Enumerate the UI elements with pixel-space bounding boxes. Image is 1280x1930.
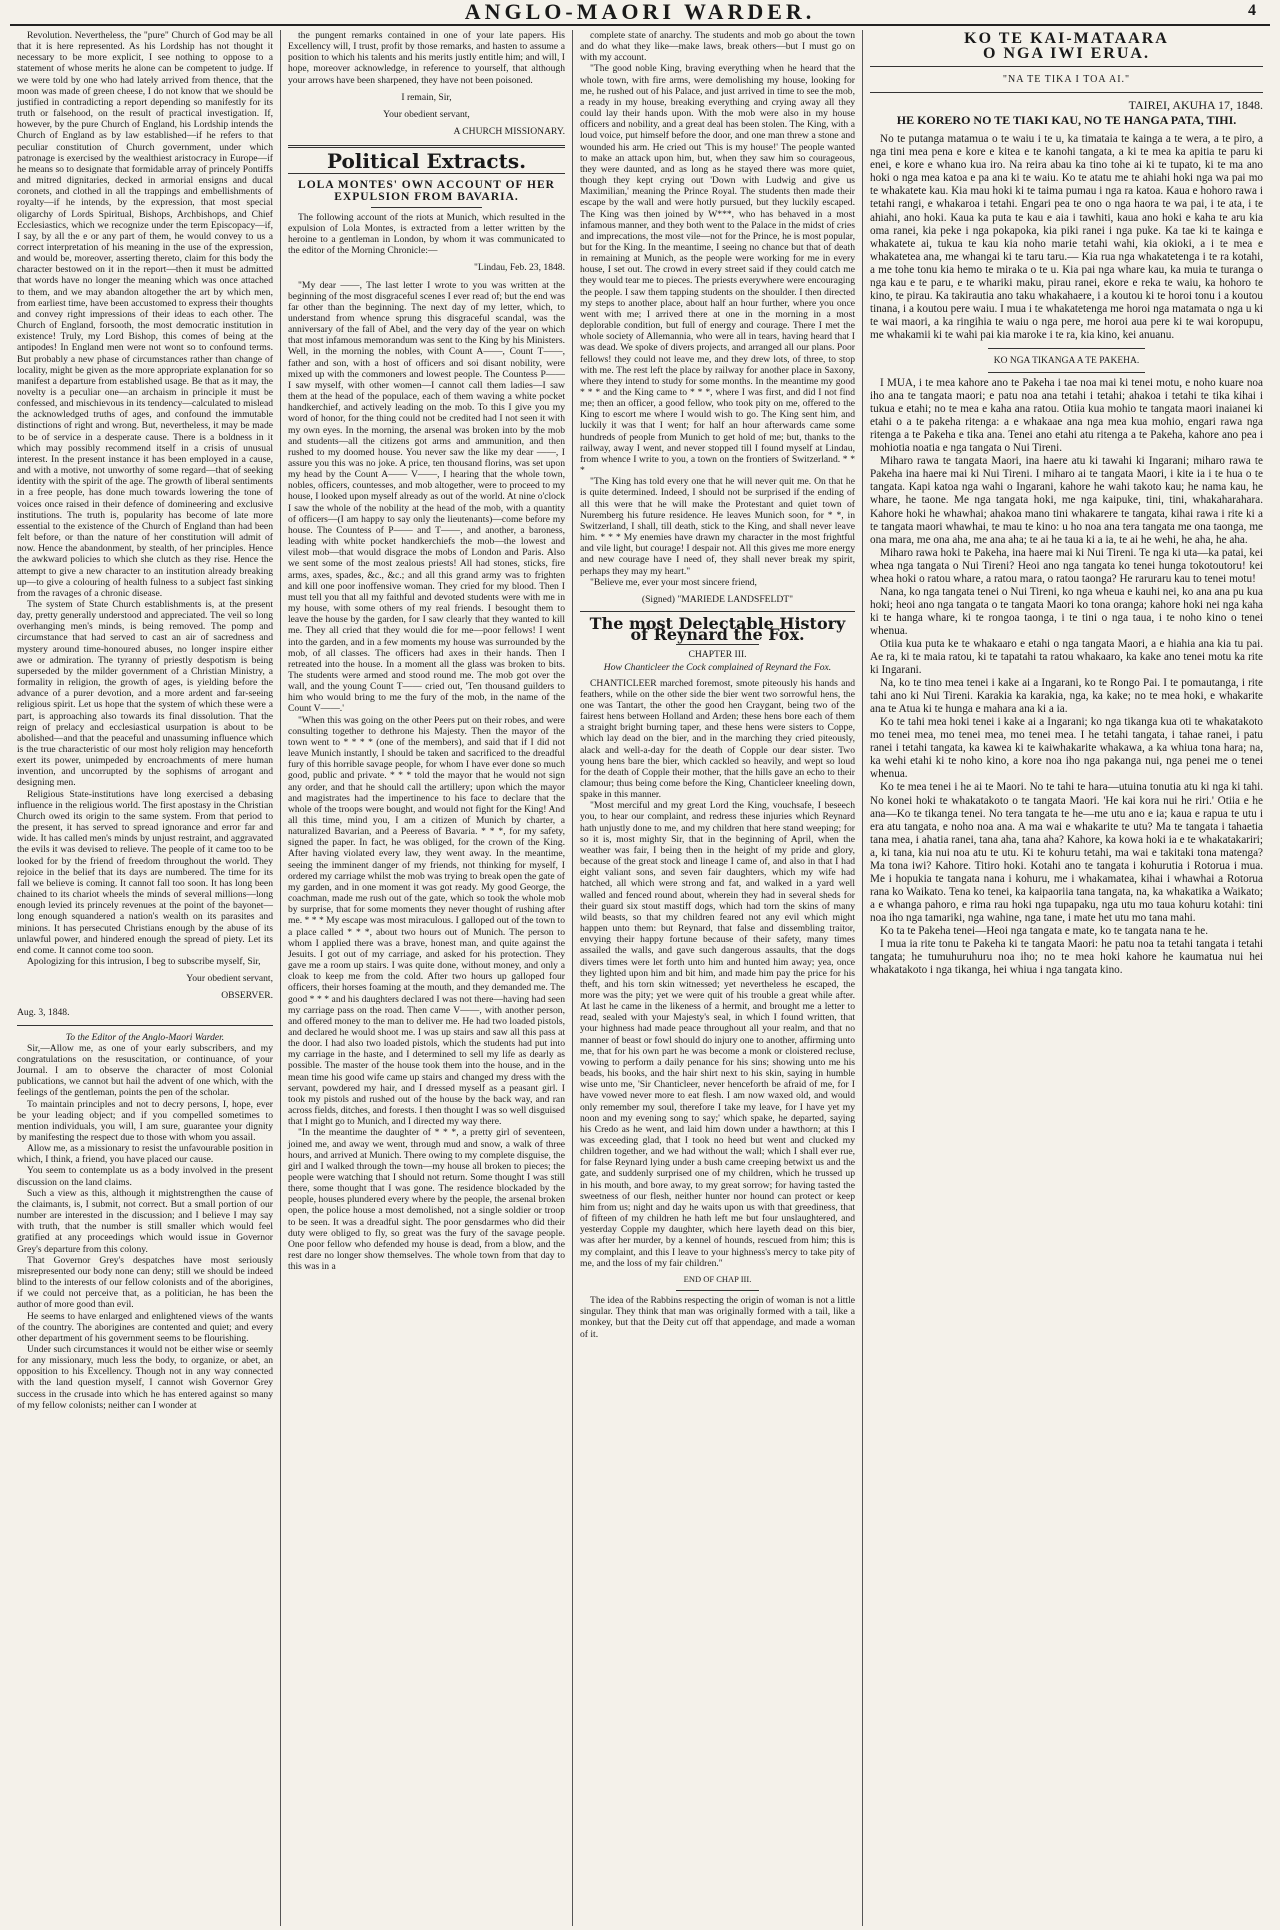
- column-3: [572, 30, 862, 1926]
- signoff-line: Your obedient servant,: [383, 108, 470, 120]
- maori-date: TAIREI, AKUHA 17, 1848.: [1128, 98, 1263, 113]
- paragraph: the pungent remarks contained in one of your late papers. His Excellency will, I trust, profit by those remarks, and hasten to assume a position to which his talents and his merits justly entitle him; and will, I hope, moreover acknowledge, in reference to yourself, that although your arrows have been sharpened, they have not been poisoned.: [288, 30, 565, 86]
- paragraph: The system of State Church establishments is, at the present day, pretty generally understood and appreciated. The veil so long overhanging men's minds, is being removed. The pomp and circumstance that had served to cast an air of sacredness and mystery around time-honoured abuses, no longer inspire either awe or admiration. The tyranny of priestly despotism is being superseded by the milder government of a Christian Ministry, a formality in religion, the growth of ages, is yielding before the advance of a purer devotion, and a more ardent and far-seeing religious spirit. Let us hope that the system of which these were a part, is approaching also towards its final dissolution. That the reign of prelacy and ecclesiastical usurpation is about to be abolished—and that the peaceful and unassuming influence which is the true characteristic of our most holy religion may henceforth exert its power, unimpeded by encroachments of mere human invention, and uncorrupted by the sophisms of arrogant and designing men.: [17, 598, 273, 789]
- article-headline: LOLA MONTES' OWN ACCOUNT OF HER EXPULSION FROM BAVARIA.: [298, 179, 555, 203]
- divider: [288, 145, 565, 148]
- paragraph: The following account of the riots at Munich, which resulted in the expulsion of Lola Montes, is extracted from a letter written by the heroine to a gentleman in London, by whom it was communicated to the editor of the Morning Chronicle:—: [288, 211, 565, 257]
- page-number: 4: [1248, 2, 1256, 19]
- paragraph: I MUA, i te mea kahore ano te Pakeha i tae noa mai ki tenei motu, e noho kuare noa iho ana te tangata maori; e patu noa ana tetahi i tetahi; ahakoa i tetahi te tika kihai i tukua e etahi; no te mea e kaha ana ratou. Otiia kua mohio te tangata maori inaianei ki etahi o a te pakeha ritenga: a e whakaae ana nga mea kua mohio, engari rawa nga ritenga a te Pakeha e tika ana. Tenei ano etahi atu ritenga a te Pakeha, kahore ano pea i mohiotia noatia e nga tangata o Nui Tireni.: [870, 377, 1263, 455]
- paragraph: "When this was going on the other Peers put on their robes, and were consulting together to dethrone his Majesty. Then the mayor of the town went to * * * * (one of the members), and said that if I did not leave Munich instantly, I should be taken and sacrificed to the dreadful fury of this horrible savage people, for whom I have ever done so much good, public and private. * * * told the mayor that he would not sign any order, and that he should call the artillery; upon which the mayor and magistrates had the impertinence to his face to declare that the whole of the troops were bought, and would not fight for the King! And all this time, mind you, I am a citizen of Munich by charter, a naturalized Bavarian, and a Peeress of Bavaria. * * *, for my safety, signed the paper. In fact, he was obliged, for the crown of the King. After having violated every law, they went away. In the meantime, seeing the imminent danger of my friends, not thinking for myself, I ordered my carriage whilst the mob was trying to break open the gate of my garden, and in one moment it was got ready. My good George, the coachman, made me rush out of the gate, which so took the whole mob by surprise, that for some moments they never thought of rushing after me. * * * My escape was most miraculous. I galloped out of the town to a place called * * *, about two hours out of Munich. The person to whom I applied there was a brave, honest man, and quite against the Jesuits. I got out of my carriage, and asked for his protection. They gave me a room up stairs. I was quite done, without money, and only a cloak to keep me from the cold. After two hours up galloped four officers, their horses foaming at the mouth, and they demanded me. The good * * * and his daughters declared I was not there—having had seen my carriage pass on the road. Then came V——, with another person, and offered money to the man to deliver me. He had two loaded pistols, and declared he would shoot me. I was up stairs and saw all this pass at the door. I had also two loaded pistols, which the students had put into my carriage in the haste, and I determined to sell my life as dearly as possible. The master of the house took them into the house, and in the mean time his good wife came up stairs and changed my dress with the servant, powdered my hair, and I dressed myself as a peasant girl. I took my pistols and rushed out of the house by the back way, and ran across fields, ditches, and forests. I then thought I was so well disguised that I might go to Munich, and I directed my way there.: [288, 714, 565, 1128]
- column-1: [10, 30, 280, 1926]
- paragraph: Otiia kua puta ke te whakaaro e etahi o nga tangata Maori, a e hiahia ana kia tu pai. Ae ra, ki te maia ratou, ki te tapatahi ta ratou whakaaro, ka kake ano tenei motu ka rite ki Ingarani.: [870, 637, 1263, 677]
- divider: [371, 207, 482, 208]
- divider: [676, 1290, 759, 1291]
- chapter-heading: CHAPTER III.: [688, 649, 747, 661]
- letter-date: Aug. 3, 1848.: [17, 1007, 70, 1019]
- paragraph: No te putanga matamua o te waiu i te u, ka timataia te kainga a te wera, a te piro, a nga tini mea pena e kore e kitea e te kanohi tangata, a ki te mea ka apitia te paru ki enei, e kore e whano kua iro. Na reira abau ka tino tohe ai ki te tupato, ki te ma ano hoki o nga mea katoa e pa ana ki te waiu. Ko te atatu me te ahiahi hoki nga wa pai mo te whakatete kau. Kia mau hoki ki te taima pumau i nga ra katoa. Kaua e hohoro rawa i tetahi rangi, e whakaroa i tetahi. Engari pea te ono o nga haora te wa pai, i te ata, i te ahiahi, ano hoki. Kaua ka puta te kau e aia i tawhiti, kaua ano hoki e kaha te aru kia oma ranei, kia peke i nga pokapoka, kia piki ranei i nga puke. Ka tae ki te kainga e whakatete ai, tukua te kau kia noho marie tetahi wahi, kia okioki, a i te mea e whakatetea ana, me whangai ki te taru taru.— Kia rua nga whakatetenga i te ra kotahi, a me tohe tonu kia hemo te miraka o te u. Kia pai nga whare kau, ka muia te turanga o nga kau e te paru, e te whariki maku, pirau ranei, ekore e reka te waiu, ka hohoro te kino, te pirau. Ka takirautia ano taku whakahaere, i a koutou ki te horoi tonu i a koutou tinana, i a koutou pere waiu. I mua i te whakatetenga me horoi nga matamata o nga u ki te wai maori, a ka ringihia te waiu o nga pere, me horoi aua pere ki te wai koropupu, me whakamii ki te wahi pai kia maroke i te ra, kia kino, kei anuanu.: [870, 133, 1263, 341]
- signature: A CHURCH MISSIONARY.: [453, 126, 565, 138]
- maori-masthead-line2: O NGA IWI ERUA.: [983, 45, 1150, 63]
- divider: [676, 644, 759, 645]
- paper-title: ANGLO-MAORI WARDER.: [464, 0, 816, 24]
- divider: [988, 372, 1145, 373]
- paragraph: Ko ta te Pakeha tenei—Heoi nga tangata e mate, ko te tangata nana te he.: [880, 925, 1209, 937]
- paragraph: He seems to have enlarged and enlightened views of the wants of the country. The aborigines are contented and quiet; and every other department of his government seems to be flourishing.: [17, 1310, 273, 1344]
- paragraph: CHANTICLEER marched foremost, smote piteously his hands and feathers, while on the other side the bier went two sorrowful hens, the one was Tantart, the other the good hen Craygant, being two of the fairest hens between Holland and Arden; these hens bore each of them a straight bright burning taper, and these hens were sisters to Coppe, which lay dead on the bier, and in the marching they cried piteously, alack and well-a-day for the death of Copple our dear sister. Two young hens bare the bier, which cackled so heavily, and wept so loud for the death of Copple their mother, that the hills gave an echo to their clamour; thus being come before the King, Chanticleer kneeling down, spake in this manner.: [580, 677, 855, 801]
- paragraph: Religious State-institutions have long exercised a debasing influence in the religious world. The first apostasy in the Christian Church owed its origin to the same system. From that period to the present, it has served to spread ignorance and error far and wide. It has called men's minds by unjust restraint, and aggravated the evils it was devised to relieve. The people of it came too to be looked for by the friend of freedom throughout the world. They rejoice in the belief that its days are numbered. The time for its fall we believe is coming. It cannot fall too soon. It has long been chained to its chariot wheels the minds of several millions—long enough levied its princely revenues at the point of the bayonet—long enough squandered a nation's wealth on its parasites and minions. It has persecuted Christians enough by the abuse of its unlawful power, and hindered enough the spread of piety. Let its end come. It cannot come too soon.: [17, 788, 273, 956]
- divider: [580, 611, 855, 612]
- paragraph: Na, ko te tino mea tenei i kake ai a Ingarani, ko te Rongo Pai. I te pomautanga, i rite tahi ano ki Nui Tireni. Karakia ka karakia, nga, ka kake; no te mea hoki, e whakarite ana te Atua ki te hunga e mahara ana ki a ia.: [870, 677, 1263, 716]
- paragraph: You seem to contemplate us as a body involved in the present discussion on the land claims.: [17, 1165, 273, 1188]
- chapter-end: END OF CHAP III.: [683, 1273, 752, 1284]
- paragraph: Ko te tahi mea hoki tenei i kake ai a Ingarani; ko nga tikanga kua oti te whakatakoto mo tenei mea, mo tenei mea, mo tenei mea. I he tetahi tangata, i tahae ranei, i patu ranei i tetahi tangata, ka kawea ki te kaiwhakarite whakawa, a ka whiua tona hara; na, ka wehi etahi ki te noho kino, a kore noa iho nga pakanga nui, nga penei me o tenei whenua.: [870, 716, 1263, 781]
- paragraph: "Most merciful and my great Lord the King, vouchsafe, I beseech you, to hear our complaint, and redress these injuries which Reynard hath unjustly done to me, and my children that here stand weeping; for so it is, most mighty Sir, that in the beginning of April, when the weather was fair, I being then in the height of my pride and glory, because of the great stock and lineage I came of, and also in that I had eight valiant sons, and seven fair daughters, which my wife had hatched, all which were strong and fat, and walked in a yard well walled and fenced round about, wherein they had in several sheds for their guard six stout mastiff dogs, which had torn the skins of many wild beasts, so that my children feared not any evil which might happen unto them: but Reynard, that false and dissembling traitor, envying their happy fortune because of their safety, many times assailed the walls, and gave such dangerous assaults, that the dogs divers times were let forth unto him and hunted him away; yea, once they lighted upon him and bit him, and made him pay the price for his theft, and his torn skin witnessed; yet nevertheless he escaped, the more was the pity; yet we were quit of his trouble a great while after. At last he came in the likeness of a hermit, and brought me a letter to read, sealed with your Majesty's seal, in which I found written, that your highness had made peace throughout all your realm, and that no manner of beast or fowl should do injury one to another, affirming unto me, that for his own part he was become a monk or cloistered recluse, vowing to perform a daily penance for his sins; showing unto me his beads, his books, and the hair shirt next to his skin, saying in humble wise unto me, 'Sir Chanticleer, never henceforth be afraid of me, for I have vowed never more to eat flesh. I am now waxed old, and would only remember my soul, therefore I take my leave, for I have yet my noon and my evening song to say;' which spake, he departed, saying his Credo as he went, and laid him down under a hawthorn; at this I was exceeding glad, that I took no heed but went and clucked my children together, and we had without the wall; which I shall ever rue, for false Reynard lying under a bush came creeping betwixt us and the gate, and suddenly surprised one of my children, which he trussed up in his mouth, and bore away, to my great sorrow; for having tasted the sweetness of our flesh, neither hunter nor hound can protect or keep him from us; night and day he waits upon us with that greediness, that of fifteen of my children he hath left me but four unslaughtered, and yesterday Copple my daughter, which here layeth dead on this bier, was after her murder, by a kennel of hounds, rescued from him; this is my complaint, and this I leave to your highness's mercy to take pity of me, and the loss of my fair children.": [580, 800, 855, 1269]
- paragraph: Nana, ko nga tangata tenei o Nui Tireni, ko nga wheua e kauhi nei, ko ana ana pu kua hoki; heoi ano nga tangata o te tangata Maori ko tona oranga; kahore hoki nei nga kaha ki te hanga whare, ki te rongoa taonga, i te tini o nga taua, i te noho kino o tenei whenua.: [870, 585, 1263, 637]
- paragraph: "My dear ——, The last letter I wrote to you was written at the beginning of the most disgraceful scenes I ever read of; but the end was far other than the beginning. The next day of my letter, which, to understand from whence sprung this disgraceful scandal, was the anniversary of the fall of Abel, and the very day of the year on which that most infamous memorandum was sent to the King by his Ministers. Well, in the morning the nobles, with Count A——, Count T——, father and son, with a host of officers and soi disant nobility, were mixed up with the commoners and lowest people. The Countess P—— I saw myself, with other women—I cannot call them ladies—I saw them at the head of the populace, each of them waving a white pocket handkerchief, and actively leading on the mob. To this I give you my word of honor, for the thing could not be credited had I not seen it with my own eyes. In the morning, the arsenal was broken into by the mob and students—all the citizens got arms and ammunition, and then rushed to my doomed house. You never saw the like my dear ——, I assure you this was no joke. A price, ten thousand florins, was set upon my head by the Count A—— V——, I hearing that the whole town, nobles, officers, countesses, and mob altogether, were to proceed to my house, I looked upon myself already as out of the world. At nine o'clock I saw the whole of the nobility at the head of the mob, with a quantity of officers—(I am happy to say only the lieutenants)—come before my house. The Countess of P—— and T——, and another, a baroness, leading with white pocket handkerchiefs the mob—the lowest and vilest mob—that would disgrace the mobs of London and Paris. Also we sent some of the most zealous priests! All had stones, sticks, fire arms, axes, spades, &c., &c.; and all this grand army was to frighten and kill one poor inoffensive woman. They cried for my blood. Then I must tell you that all my faithful and devoted students were with me in my house, with some others of my real friends. I besought them to leave the house by the garden, for I saw clearly that they wanted to kill me. They all cried that they would die for me—poor fellows! I went into the garden, and in a few moments my house was surrounded by the mob, of all classes. The officers had axes in their hands. Then I retreated into the house. In a moment all the glass was broken to bits. The students were armed and stood round me. The mob got over the wall, and the young Count T—— cried out, 'Ten thousand guilders to him who would bring to me the fury of the mob, in the name of the Count V——.': [288, 279, 565, 715]
- paragraph: "The good noble King, braving everything when he heard that the whole town, with fire arms, were demolishing my house, looking for me, he rushed out of his Palace, and just arrived in time to see the mob, a ready in my house, breaking everything and crying away all they could lay their hands upon. With the mob were also in my house officers and nobility, and a great deal has been stolen. The King, with a loud voice, put himself before the door, and one man threw a stone and wounded his arm. He cried out 'This is my house!' The people wanted to make an attack upon him, but, when they saw him so courageous, they were daunted, and as long as he stayed there was more quiet, though they kept crying out 'Down with Ludwig and give us Maximilian,' meaning the Prince Royal. The students then made their escape by the wall and were hotly pursued, but they luckily escaped. The King was then joined by W***, who has behaved in a most infamous manner, and they both went to the Palace in the midst of cries and imprecations, the most vile—not for the Prince, he is most popular, but for the King. In the meantime, I seeing no chance but that of death in remaining at Munich, as the people were working for me in every house, I set out. The crowd in every street said if they could catch me they would tear me to pieces. The priests everywhere were encouraging the people. I saw them tapping students on the shoulder. I then directed my steps to another place, about half an hour further, where you once went with me; I arrived there at one in the morning in a most deplorable condition, but full of energy and courage. There I met the whole society of Allemannia, who were all in tears, having heard that I was dead. We spoke of divers projects, and arranged all our plans. Poor fellows! they could not leave me, and they drew lots, of three, to stop with me. The rest left the place by railway for another place in Saxony, where they intend to study for some months. In the meantime my good * * * and the King came to * * *, where I was first, and did I not find me; then an officer, a good fellow, who took pity on me, offered to the King to escort me where I would wish to go. The King sent him, and luckily it was that I went; for half an hour afterwards came some hundreds of people from Munich to get hold of me; but, thanks to the railway, away I went, and never stopped till I found myself at Lindau, from whence I write to you, a town on the frontiers of Switzerland. * * *: [580, 63, 856, 477]
- paragraph: "Believe me, ever your most sincere friend,: [590, 576, 757, 588]
- paragraph: "The King has told every one that he will never quit me. On that he is quite determined. Indeed, I should not be surprised if the ending of all this were that he will make the Protestant and quiet town of Nuremberg his future residence. He leaves Munich soon, for * *, in Switzerland, I shall, till death, stick to the King, and shall never leave him. * * * My enemies have drawn my character in the most frightful and vile light, but courage! I despair not. All this gives me more energy and new courage have I need of, they shall never break my spirit, perhaps they may my heart.": [580, 476, 855, 577]
- masthead: [10, 0, 1270, 26]
- divider: [988, 348, 1145, 349]
- maori-motto: "NA TE TIKA I TOA AI.": [1002, 74, 1131, 86]
- signature: OBSERVER.: [221, 990, 273, 1002]
- paragraph: Revolution. Nevertheless, the "pure" Church of God may be all that it is here represented. As his Lordship has not thought it necessary to be more explicit, I see nothing to oppose to a statement of whose merits he alone can be competent to judge. If we were told by one who had lately arrived from thence, that the moon was made of green cheese, I do not know that we should be justified in contradicting a report depending so manifestly for its truth or falsehood, on the result of practical investigation. If, however, by the pure Church of England, his Lordship intends the Church of England as by law established—if he refers to that peculiar constitution of Church government, under which patronage is exercised by the wealthiest aristocracy in Europe—if he means so to designate that formidable array of princely Pontiffs and mitred dignitaries, decked in armorial ensigns and ducal coronets, and clothed in all the trappings and embellishments of royalty—if he intends, by the expression, that most special oligarchy of Lords Spiritual, Bishops, Archbishops, and Chief Ecclesiastics, which we recognize under the term Episcopacy—if, I say, by all the e or any part of them, he would convey to us a correct interpretation of his meaning in the use of the expression, and would be, moreover, asserting thereto, claim for this body the character bestowed on it in the report—then it must be admitted that words have no longer the meaning which was once attached to them, and we may abandon altogether the art by which men, from earliest time, have been accustomed to express their thoughts and convey right impressions of their ideas to each other. The Church of England, forsooth, the most democratic institution in existence! Truly, my Lord Bishop, this comes of being at the antipodes! In England men were not wont so to confound terms. But probably a new phase of circumstances rather than change of locality, might be given as the more appropriate explanation for so manifest a departure from established usage. Be that as it may, the novelty is a peculiar one—an archaism in principle it must be confessed, and mischievous in its tendency—calculated to mislead the acknowledged truths of ages, and confound the immutable distinctions of right and wrong. But, nevertheless, it may be made to be of service in a desperate cause. There is a boldness in it which may possibly recommend itself in a crisis of unusual interest. In the present instance it has been employed in a cause, and with a motive, not unworthy of some regard—that of seeking identity with the spirit of the age. The growth of liberal sentiments in a free people, has done much towards lowering the tone of voices once raised in their defence of domineering and exclusive institutions. The truth is, popularity has become of late more essential to the existence of the Church of England than had been felt before, or than the nature of her constitution will admit of now. Hence the abandonment, by stealth, of her principles. Hence the awkward policies to which she clutch as they rise. Hence the attempt to give a new character to an institution already breaking up—to give a colouring of health fulness to a subject fast sinking from the ravages of a chronic disease.: [17, 30, 273, 599]
- chapter-subtitle: How Chanticleer the Cock complained of Reynard the Fox.: [603, 662, 832, 674]
- divider: [870, 92, 1263, 93]
- divider: [870, 66, 1263, 67]
- columns: [10, 30, 1270, 1926]
- divider: [288, 173, 565, 174]
- paragraph: Miharo rawa hoki te Pakeha, ina haere mai ki Nui Tireni. Te nga ki uta—ka patai, kei whea nga tangata o Nui Tireni? Heoi ano nga tangata ko tenei hunga tokotoutoru! kei whea hoki o ratou whare, a ratou mara, o ratou taonga? He raruraru kau to tenei motu!: [870, 546, 1263, 585]
- maori-masthead-line1: KO TE KAI-MATAARA: [964, 30, 1169, 47]
- signoff-line: I remain, Sir,: [401, 91, 452, 103]
- paragraph: Sir,—Allow me, as one of your early subscribers, and my congratulations on the resuscitation, or continuance, of your Journal. I am to observe the character of most Colonial publications, we cannot but hail the advent of one which, with the feelings of the gentleman, points the pen of the scholar.: [17, 1042, 273, 1099]
- paragraph: Miharo rawa te tangata Maori, ina haere atu ki tawahi ki Ingarani; miharo rawa te Pakeha ina haere mai ki Nui Tireni. I miharo ai te tangata Maori, i kite ia i te hua o te tangata. Kapi katoa nga wahi o Ingarani, kahore he wahi takoto kau; he nama kau, he whare, he taone. Me nga tangata hoki, me nga kaipuke, tini, tini, whakaharahara. Kahore hoki he whawhai; ahakoa mano tini whakarere te tangata, kihai rawa i rite ki a te tangata maori whawhai, te mau te kino: u ho noa ana tera tangata me ona taonga, me ona mara, me ona aha, me ana aha; te ai he taua ki a ia, te ai he wehi, he aha, he aha.: [870, 455, 1263, 546]
- paragraph: I mua ia rite tonu te Pakeha ki te tangata Maori: he patu noa ta tetahi tangata i tetahi tangata; he tumuhuruhuru noa iho; no te mea hoki kahore he kaumatua nui hei whakatakoto i nga tikanga, hei whiua i nga tangata kino.: [870, 938, 1263, 977]
- section-heading: Political Extracts.: [326, 149, 527, 174]
- column-2: [280, 30, 572, 1926]
- paragraph: Allow me, as a missionary to resist the unfavourable position in which, I think, a friend, you have placed our cause.: [17, 1143, 273, 1166]
- paragraph: The idea of the Rabbins respecting the origin of woman is not a little singular. They think that man was originally formed with a tail, like a monkey, but that the Deity cut off that appendage, and made a woman of it.: [580, 1295, 855, 1340]
- paragraph: Apologizing for this intrusion, I beg to subscribe myself, Sir,: [27, 955, 261, 967]
- column-4-maori: [862, 30, 1270, 1926]
- signature: (Signed) "MARIEDE LANDSFELDT": [641, 593, 794, 605]
- paragraph: That Governor Grey's despatches have most seriously misrepresented our body none can deny; still we should be indeed blind to the interests of our fellow colonists and of the aborigines, if we could not perceive that, as a politician, he has been the author of more good than evil.: [17, 1254, 273, 1311]
- divider: [17, 1025, 273, 1026]
- paragraph: Ko te mea tenei i he ai te Maori. No te tahi te hara—utuina tonutia atu ki nga ki tahi. No konei hoki te whakatakoto o te tangata Maori. 'He kai kora nui he riri.' Otiia e he ana—Ko te tikanga tenei. No tera tangata te he—me utu ano e ia; kaua e rapua te utu i era atu tangata, e noho noa ana. A ma wai e whakarite te utu? Ma te tangata i tahaetia tana mea, i ahatia ranei, tana aha, tana aha? Kahore, ka kowa hoki ia e te whakatakariri; a, ki tana, kia nui noa atu te utu. Ki te kohuru tetahi, ma wai e takitaki tona matenga? Ma tona iwi? Kahore. Titiro hoki. Kotahi ano te tangata i kohurutia i Rotorua i mua. Me i hopukia te tangata nana i kohuru, me i whakamatea, kihai i whawhai a Rotorua rana ko Waikato. Tena ko tenei, ka kaipaoriia tana tangata, na, ka whakatika a Waikato; a e whanga pahoro, e rima rau hoki nga tupapaku, nga utu mo taua kohuru kotahi: tini noa iho nga tamariki, nga wahine, nga tane, i mate het utu mo tana mahi.: [870, 781, 1263, 924]
- paragraph: complete state of anarchy. The students and mob go about the town and do what they like—make laws, break others—but I must go on with my account.: [580, 30, 855, 64]
- paragraph: "In the meantime the daughter of * * *, a pretty girl of seventeen, joined me, and away we went, through mud and snow, a walk of three hours, and arrived at Munich. There owing to my complete disguise, the girl and I walked through the town—my house all broken to pieces; the people were watching that I should not return. Some thought I was still there, some thought that I was gone. The residence blockaded by the people, houses plundered every where by the people, the arsenal broken open, the police house a most demolished, not a single soldier or troop to be seen. It was a dreadful sight. The poor gensdarmes who did their duty were obliged to fly, so great was the fury of the savage people. One poor fellow who defended my house is dead, from a blow, and the rest dare no longer show themselves. The whole town from that day to this was in a: [288, 1127, 565, 1273]
- letter-heading: To the Editor of the Anglo-Maori Warder.: [65, 1031, 225, 1043]
- section-heading: The most Delectable History of Reynard the Fox.: [589, 613, 846, 645]
- maori-subheading: KO NGA TIKANGA A TE PAKEHA.: [993, 355, 1140, 366]
- signoff-line: Your obedient servant,: [186, 973, 273, 985]
- maori-headline: HE KORERO NO TE TIAKI KAU, NO TE HANGA PATA, TIHI.: [896, 113, 1237, 128]
- paragraph: Under such circumstances it would not be either wise or seemly for any missionary, much less the body, to organize, or abet, an opposition to his Excellency. Though not in any way connected with the land question myself, I cannot wish Governor Grey success in the crusade into which he has entered against so many of my fellow colonists; neither can I wonder at: [17, 1343, 273, 1411]
- paragraph: Such a view as this, although it mightstrengthen the cause of the claimants, is, I submit, not correct. But a small portion of our number are interested in the discussion; and I believe I may say with truth, that the number is still smaller which would feel gratified at any proceedings which would issue in Governor Grey's departure from this colony.: [17, 1187, 273, 1255]
- dateline: "Lindau, Feb. 23, 1848.: [473, 262, 565, 274]
- paragraph: To maintain principles and not to decry persons, I, hope, ever be your leading object; and if you compelled sometimes to mention individuals, you will, I am sure, guarantee your dignity by manifesting the respect due to those with whom you assail.: [17, 1098, 273, 1143]
